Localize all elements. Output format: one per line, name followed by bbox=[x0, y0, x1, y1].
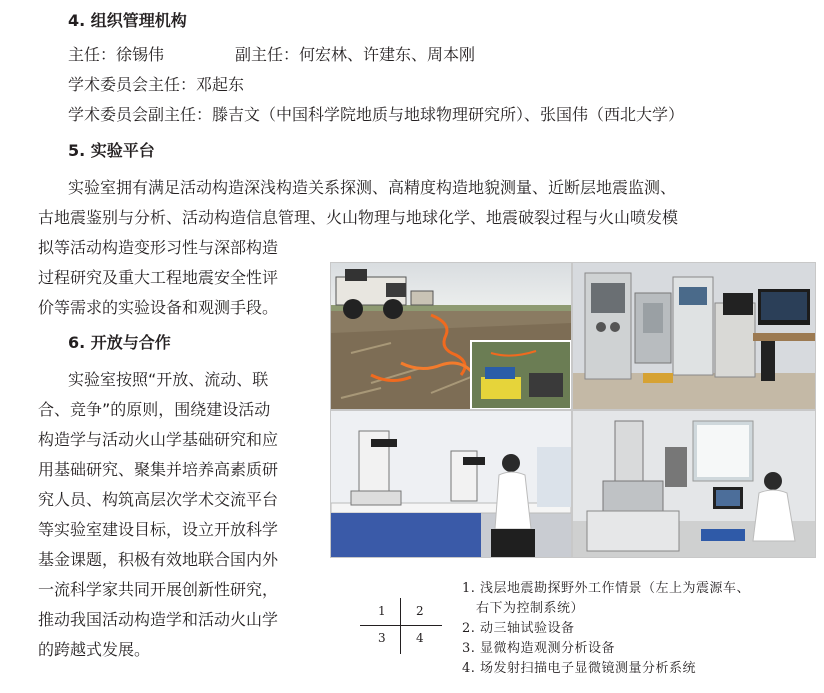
grid-divider-vertical bbox=[400, 598, 401, 654]
paragraph-line: 推动我国活动构造学和活动火山学 bbox=[38, 610, 279, 629]
paragraph-line: 的跨越式发展。 bbox=[38, 640, 151, 659]
caption-line: 2. 动三轴试验设备 bbox=[462, 621, 575, 636]
paragraph-line: 基金课题，积极有效地联合国内外 bbox=[38, 550, 279, 569]
paragraph-line: 实验室拥有满足活动构造深浅构造关系探测、高精度构造地貌测量、近断层地震监测、 bbox=[68, 178, 677, 197]
paragraph-line: 等实验室建设目标，设立开放科学 bbox=[38, 520, 279, 539]
paragraph-line: 拟等活动构造变形习性与深部构造 bbox=[38, 238, 279, 257]
photo-triaxial-test-equipment bbox=[572, 262, 816, 410]
paragraph-line: 构造学与活动火山学基础研究和应 bbox=[38, 430, 279, 449]
deputy-director-line: 副主任：何宏林、许建东、周本刚 bbox=[235, 45, 476, 64]
section-4-heading: 4. 组织管理机构 bbox=[68, 11, 187, 30]
caption-line: 1. 浅层地震勘探野外工作情景（左上为震源车、 bbox=[462, 581, 751, 596]
paragraph-line: 究人员、构筑高层次学术交流平台 bbox=[38, 490, 279, 509]
caption-line: 3. 显微构造观测分析设备 bbox=[462, 641, 616, 656]
paragraph-line: 过程研究及重大工程地震安全性评 bbox=[38, 268, 279, 287]
photo-grid-legend bbox=[360, 598, 442, 654]
grid-label: 4 bbox=[416, 631, 424, 645]
photo-sem-analysis-system bbox=[572, 410, 816, 558]
paragraph-line: 古地震鉴别与分析、活动构造信息管理、火山物理与地球化学、地震破裂过程与火山喷发模 bbox=[38, 208, 679, 227]
grid-label: 2 bbox=[416, 604, 424, 618]
committee-vice-chair-line: 学术委员会副主任：滕吉文（中国科学院地质与地球物理研究所）、张国伟（西北大学） bbox=[68, 105, 685, 124]
section-6-heading: 6. 开放与合作 bbox=[68, 333, 171, 352]
caption-line: 4. 场发射扫描电子显微镜测量分析系统 bbox=[462, 661, 697, 676]
paragraph-line: 合、竞争”的原则，围绕建设活动 bbox=[38, 400, 271, 419]
paragraph-line: 实验室按照“开放、流动、联 bbox=[68, 370, 269, 389]
director-line: 主任：徐锡伟 bbox=[68, 45, 165, 64]
caption-line: 右下为控制系统） bbox=[476, 601, 585, 616]
committee-chair-line: 学术委员会主任：邓起东 bbox=[68, 75, 245, 94]
section-5-heading: 5. 实验平台 bbox=[68, 141, 155, 160]
photo-microstructure-observation bbox=[330, 410, 572, 558]
grid-label: 3 bbox=[378, 631, 386, 645]
grid-divider-horizontal bbox=[360, 625, 442, 626]
paragraph-line: 一流科学家共同开展创新性研究， bbox=[38, 580, 279, 599]
grid-label: 1 bbox=[378, 604, 386, 618]
paragraph-line: 价等需求的实验设备和观测手段。 bbox=[38, 298, 279, 317]
paragraph-line: 用基础研究、聚集并培养高素质研 bbox=[38, 460, 279, 479]
photo-field-seismic-exploration bbox=[330, 262, 572, 410]
